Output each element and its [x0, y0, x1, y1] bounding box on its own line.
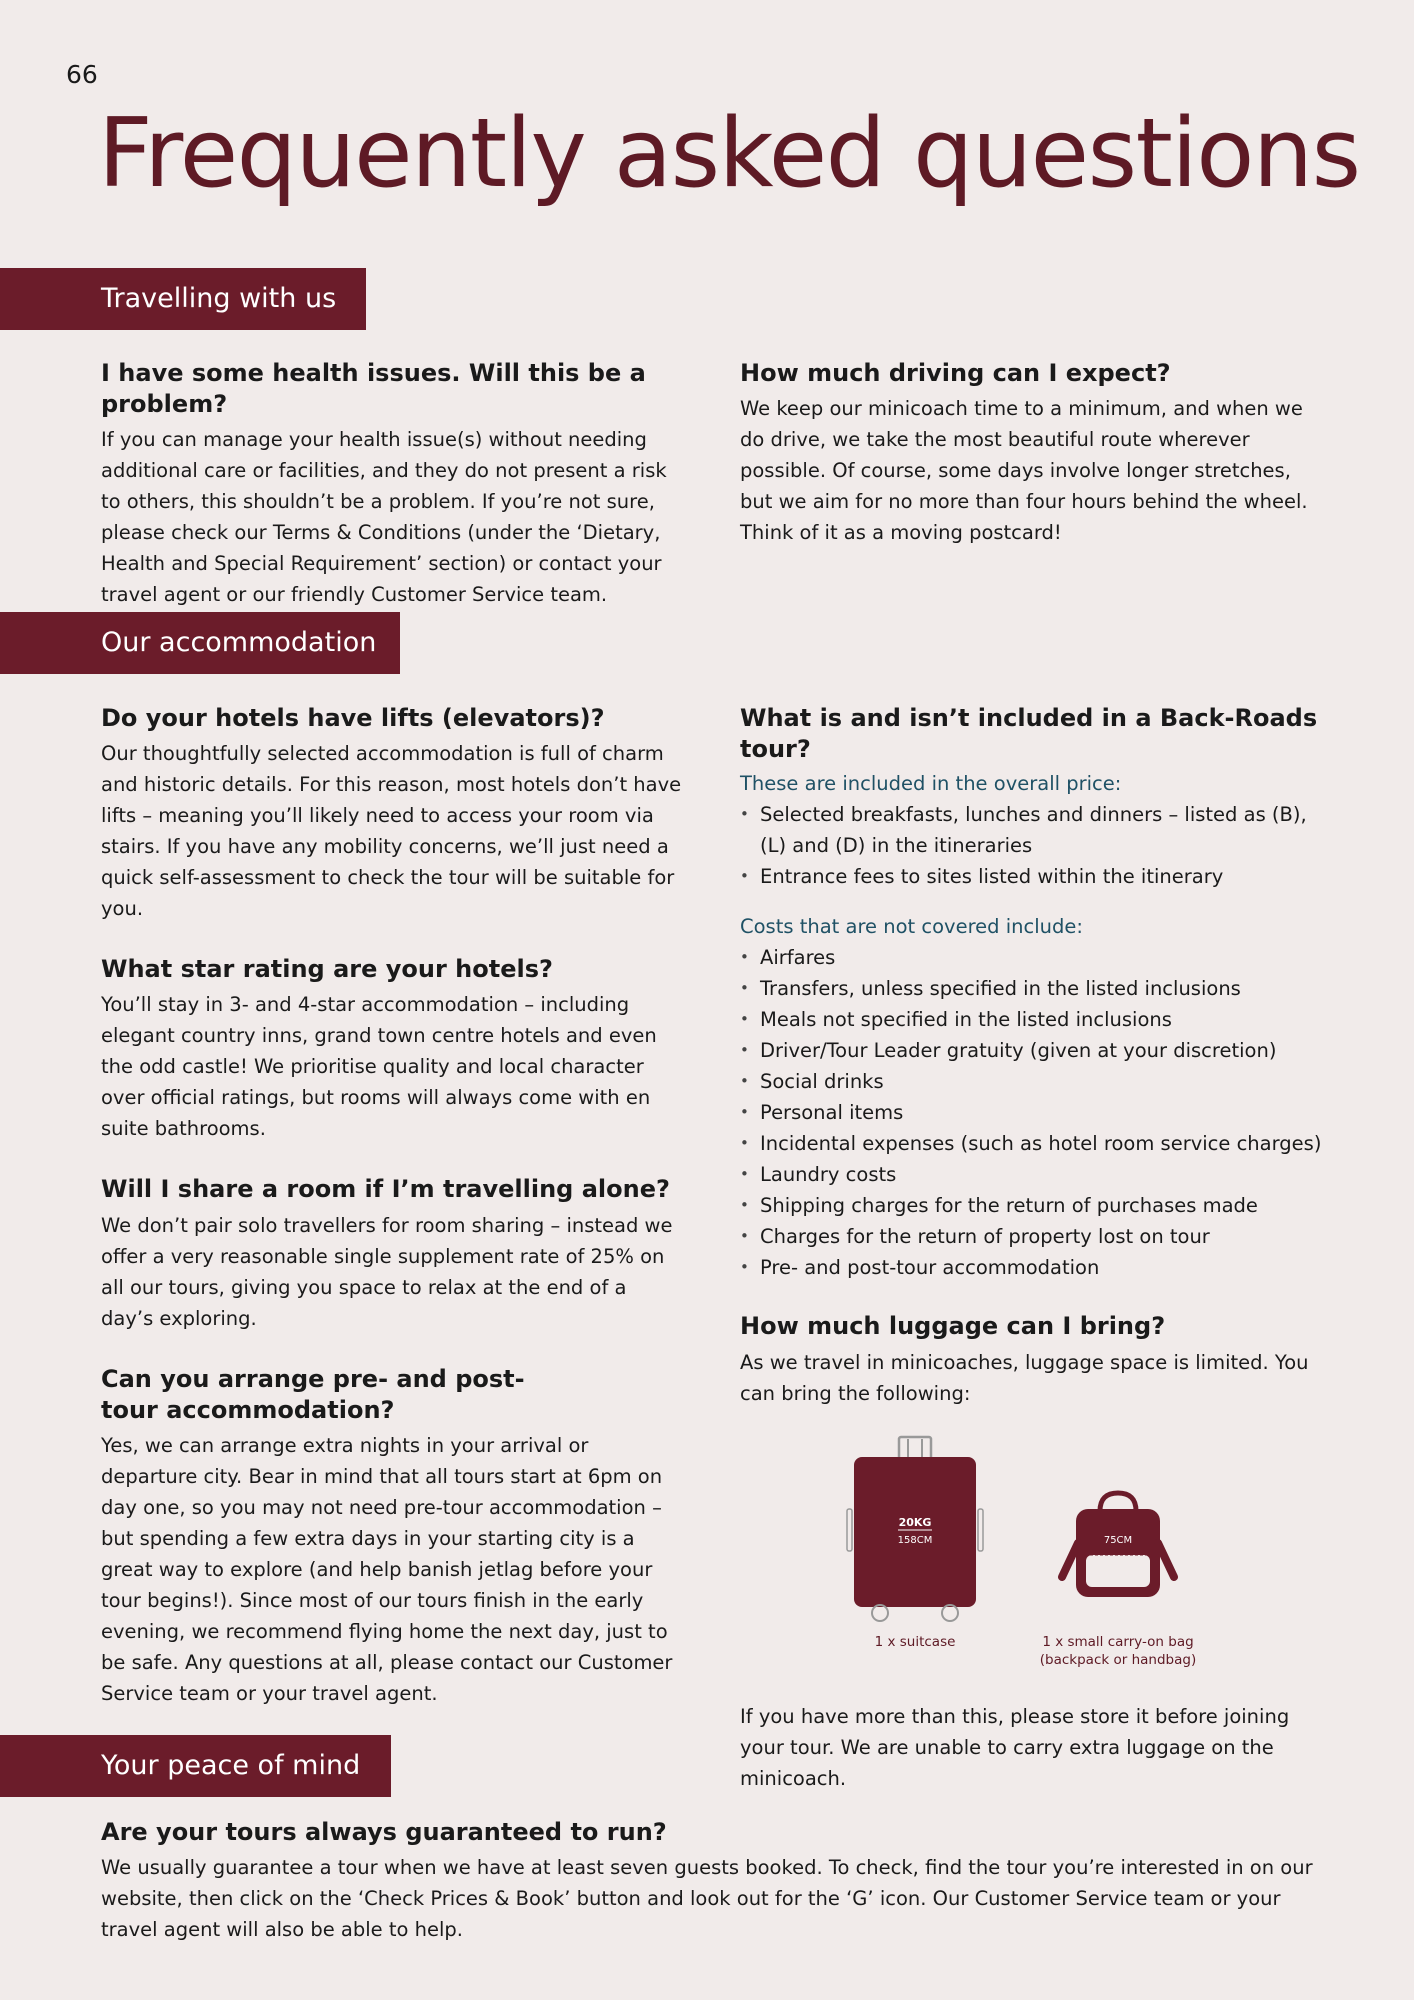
list-item: • Laundry costs [740, 1159, 1322, 1190]
not-covered-subheading: Costs that are not covered include: [740, 915, 1083, 939]
faq-guarantee [101, 1817, 1321, 1945]
faq-question: Can you arrange pre- and post-tour accommodation? [101, 1364, 525, 1424]
list-item: • Transfers, unless specified in the listed inclusions [740, 973, 1322, 1004]
bag-caption-line1: 1 x small carry-on bag [1042, 1633, 1194, 1650]
faq-answer: We usually guarantee a tour when we have at least seven guests booked. To check, find the tour you’re interested in on our website, then click on the ‘Check Prices & Book’ button and look out for the ‘G’ icon. Our Customer Service team or your travel agent will also be able to help. [101, 1856, 1313, 1942]
faq-answer: We don’t pair solo travellers for room sharing – instead we offer a very reasonable single supplement rate of 25% on all our tours, giving you space to relax at the end of a day’s exploring. [101, 1213, 673, 1330]
faq-question: What is and isn’t included in a Back-Roads tour? [740, 704, 1318, 764]
faq-answer: You’ll stay in 3- and 4-star accommodation – including elegant country inns, grand town centre hotels and even the odd castle! We prioritise quality and local character over official ratings, but rooms will always come with en suite bathrooms. [101, 993, 657, 1141]
faq-answer: Yes, we can arrange extra nights in your arrival or departure city. Bear in mind that all tours start at 6pm on day one, so you may not need pre-tour accommodation – but spending a few extra days in your starting city is a great way to explore (and help banish jetlag before your tour begins!). Since most of our tours finish in the early evening, we recommend flying home the next day, just to be safe. Any questions at all, please contact our Customer Service team or your travel agent. [101, 1433, 673, 1705]
carry-on-bag-icon [1062, 1493, 1174, 1597]
list-item: • Incidental expenses (such as hotel room service charges) [740, 1128, 1322, 1159]
faq-answer: Our thoughtfully selected accommodation is full of charm and historic details. For this reason, most hotels don’t have lifts – meaning you’ll likely need to access your room via stairs. If you have any mobility concerns, we’ll just need a quick self-assessment to check the tour will be suitable for you. [101, 742, 682, 921]
list-item: • Social drinks [740, 1066, 1322, 1097]
list-item: • Selected breakfasts, lunches and dinners – listed as (B), (L) and (D) in the itineraries [740, 799, 1322, 861]
faq-question: Are your tours always guaranteed to run? [101, 1818, 667, 1846]
list-item: • Meals not specified in the listed inclusions [740, 1004, 1322, 1035]
faq-question: How much driving can I expect? [740, 359, 1171, 387]
suitcase-size: 158CM [897, 1534, 933, 1546]
faq-question: How much luggage can I bring? [740, 1312, 1166, 1341]
faq-answer: If you can manage your health issue(s) without needing additional care or facilities, and they do not present a risk to others, this shouldn’t be a problem. If you’re not sure, please check our Terms & Conditions (under the ‘Dietary, Health and Special Requirement’ section) or contact your travel agent or our friendly Customer Service team. [101, 428, 667, 607]
section-header-peace: Your peace of mind [0, 1735, 391, 1797]
accommodation-left-column [101, 703, 683, 1739]
faq-pre-post [101, 1364, 683, 1709]
not-covered-list [740, 942, 1322, 1283]
faq-answer: As we travel in minicoaches, luggage space is limited. You can bring the following: [740, 1350, 1309, 1405]
faq-question: Will I share a room if I’m travelling alone? [101, 1175, 670, 1204]
luggage-illustration [740, 1433, 1322, 1683]
list-item: • Personal items [740, 1097, 1322, 1128]
faq-star-rating [101, 954, 683, 1144]
faq-question: I have some health issues. Will this be a problem? [101, 359, 646, 419]
section-header-travelling: Travelling with us [0, 268, 366, 330]
luggage-graphic [740, 1433, 1322, 1643]
list-item: • Shipping charges for the return of purchases made [740, 1190, 1322, 1221]
faq-health [101, 358, 683, 610]
faq-share-room [101, 1174, 683, 1333]
list-item: • Airfares [740, 942, 1322, 973]
faq-driving [740, 358, 1322, 548]
list-item: • Pre- and post-tour accommodation [740, 1252, 1322, 1283]
suitcase-caption: 1 x suitcase [874, 1633, 956, 1650]
suitcase-weight: 20KG [898, 1515, 932, 1529]
faq-answer: We keep our minicoach time to a minimum, and when we do drive, we take the most beautiful route wherever possible. Of course, some days involve longer stretches, but we aim for no more than four hours behind the wheel. Think of it as a moving postcard! [740, 397, 1308, 545]
luggage-note: If you have more than this, please store it before joining your tour. We are unable to carry extra luggage on the minicoach. [740, 1704, 1290, 1790]
faq-lifts [101, 703, 683, 924]
page-title: Frequently asked questions [98, 99, 1360, 209]
bag-caption-line2: (backpack or handbag) [1039, 1651, 1197, 1668]
section-header-accommodation: Our accommodation [0, 612, 400, 674]
suitcase-icon [847, 1437, 983, 1621]
accommodation-right-column [740, 703, 1322, 1794]
included-subheading: These are included in the overall price: [740, 772, 1122, 796]
bag-size: 75CM [1103, 1534, 1133, 1546]
faq-included [740, 703, 1322, 1283]
faq-luggage [740, 1311, 1322, 1793]
list-item: • Entrance fees to sites listed within the itinerary [740, 861, 1322, 892]
faq-question: What star rating are your hotels? [101, 955, 553, 984]
list-item: • Charges for the return of property lost on tour [740, 1221, 1322, 1252]
faq-question: Do your hotels have lifts (elevators)? [101, 704, 605, 732]
included-list [740, 799, 1322, 892]
page-number: 66 [66, 60, 98, 89]
list-item: • Driver/Tour Leader gratuity (given at your discretion) [740, 1035, 1322, 1066]
